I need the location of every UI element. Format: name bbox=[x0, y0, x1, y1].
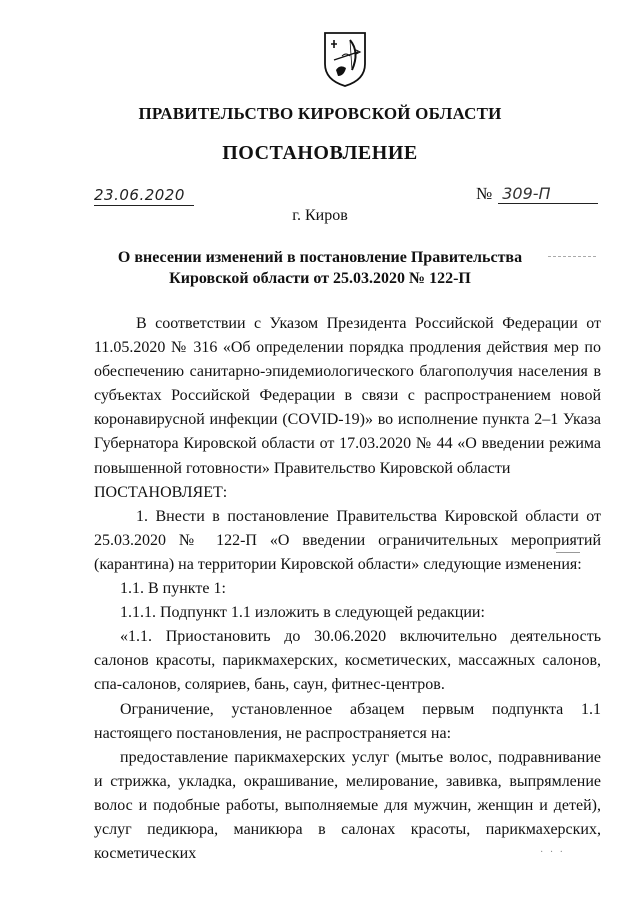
margin-mark bbox=[548, 256, 596, 257]
government-title: ПРАВИТЕЛЬСТВО КИРОВСКОЙ ОБЛАСТИ bbox=[138, 104, 502, 123]
number-sign: № bbox=[476, 184, 493, 203]
paragraph-restriction: Ограничение, установленное абзацем первым подпункта 1.1 настоящего постановления, не распространяется на: bbox=[94, 700, 601, 742]
coat-of-arms-icon bbox=[322, 30, 368, 88]
paragraph-preamble: В соответствии с Указом Президента Российской Федерации от 11.05.2020 № 316 «Об определении порядка продления действия мер по обеспечению санитарно-эпидемиологического благополучия населения в субъектах Российской Федерации в связи с распространением новой коронавирусной инфекции (COVID-19)» во исполнение пункта 2–1 Указа Губернатора Кировской области от 17.03.2020 № 44 «О введении режима повышенной готовности» Правительство Кировской области bbox=[94, 315, 601, 477]
document-type: ПОСТАНОВЛЕНИЕ bbox=[222, 142, 418, 164]
paragraph-resolves: ПОСТАНОВЛЯЕТ: bbox=[94, 483, 228, 501]
paragraph-item-1: 1. Внести в постановление Правительства Кировской области от 25.03.2020 № 122-П «О введении ограничительных мероприятий (карантина) на территории Кировской области» следующие изменения: bbox=[94, 507, 601, 573]
city: г. Киров bbox=[292, 207, 348, 224]
document-number bbox=[476, 184, 598, 204]
document-subject: О внесении изменений в постановление Правительства Кировской области от 25.03.2020 № 122-П bbox=[117, 249, 523, 287]
paragraph-item-1-1-1: 1.1.1. Подпункт 1.1 изложить в следующей редакции: bbox=[120, 604, 485, 622]
paragraph-exemptions: предоставление парикмахерских услуг (мытье волос, подравнивание и стрижка, укладка, окрашивание, мелирование, завивка, выпрямление волос и подобные работы, выполняемые для мужчин, женщин и детей), услуг педикюра, маникюра в салонах красоты, парикмахерских, косметических bbox=[94, 748, 601, 863]
number-value: 309-П bbox=[498, 184, 598, 204]
document-body bbox=[94, 312, 601, 866]
paragraph-item-1-1: 1.1. В пункте 1: bbox=[120, 580, 226, 598]
scan-artifact: · · · bbox=[540, 847, 565, 858]
paragraph-new-1-1: «1.1. Приостановить до 30.06.2020 включительно деятельность салонов красоты, парикмахерских, косметических, массажных салонов, спа-салонов, соляриев, бань, саун, фитнес-центров. bbox=[94, 628, 601, 694]
document-date: 23.06.2020 bbox=[94, 186, 194, 206]
margin-mark bbox=[556, 552, 580, 553]
